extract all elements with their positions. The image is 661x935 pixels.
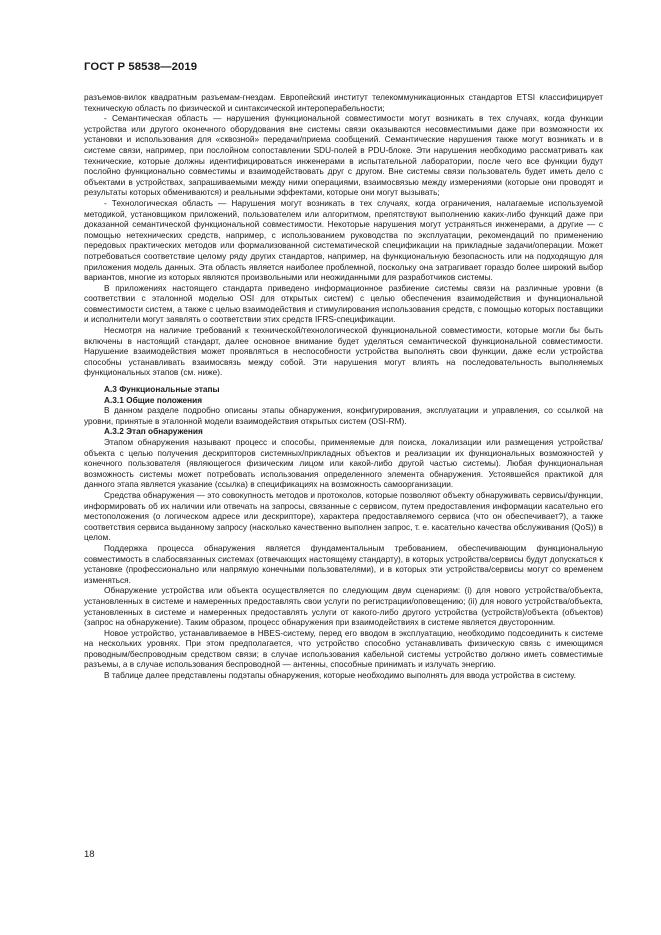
page-number: 18	[84, 849, 95, 860]
body-paragraph: Средства обнаружения — это совокупность методов и протоколов, которые позволяют объекту обнаруживать сервисы/функции, информировать об их наличии или отвечать на запросы, связанные с сервисом, путем предоставления информации касательно его местоположения (о логическом адресе или дескрипторе), характера предоставляемого сервиса (что он обеспечивает?), а также соответствия сервиса выданному запросу (насколько качественно выполнен запрос, т. е. касательно качества обслуживания (QoS)) в целом.	[84, 489, 603, 543]
body-paragraph: В данном разделе подробно описаны этапы обнаружения, конфигурирования, эксплуатации и управления, со ссылкой на уровни, принятые в эталонной модели взаимодействия открытых систем (OSI-RM).	[84, 405, 603, 426]
subsection-heading-a3-1: А.3.1 Общие положения	[104, 394, 203, 405]
body-paragraph: Обнаружение устройства или объекта осуществляется по следующим двум сценариям: (i) для нового устройства/объекта, установленных в системе и намеренных предоставлять свои услуги по регистрации/оповещению; (ii) для нового устройства/объекта, установленных в системе и намеренных предоставлять услуги от какого-либо другого устройства (устройств)/объекта (объектов) (запрос на обнаружение). Таким образом, процесс обнаружения при взаимодействиях в системе является двусторонним.	[84, 585, 603, 628]
body-paragraph: Новое устройство, устанавливаемое в HBES-систему, перед его вводом в эксплуатацию, необходимо подсоединить к системе на нескольких уровнях. При этом предполагается, что устройство способно устанавливать физическую связь с имеющимся проводным/беспроводным средством связи; в случае использования кабельной системы устройство должно иметь совместимые разъемы, а в случае использования беспроводной — антенны, способные принимать и излучать энергию.	[84, 627, 603, 670]
list-item-technological-area: - Технологическая область — Нарушения могут возникать в тех случаях, когда ограничения, налагаемые используемой методикой, установщиком приложений, пользователем или алгоритмом, препятствуют выполнению каких-либо функций даже при доказанной семантической функциональной совместимости. Некоторые нарушения могут устраняться инженерами, а другие — с помощью нетехнических средств, например, с использованием руководства по эксплуатации, рекомендаций по применению передовых практических методов или формализованной систематической спецификации на прикладные задачи/операции. Может потребоваться соответствие целому ряду других стандартов, например, на функциональную безопасность или на подходящую для приложения модель данных. Эта область является наиболее проблемной, поскольку она затрагивает гораздо более широкий выбор вариантов, многие из которых являются произвольными или неожиданными для разработчиков системы.	[84, 197, 603, 283]
document-body	[84, 92, 603, 681]
section-heading-a3: А.3 Функциональные этапы	[104, 384, 220, 395]
list-item-semantic-area: - Семантическая область — нарушения функциональной совместимости могут возникать в тех случаях, когда функции устройства или другого оконечного оборудования вне системы связи оказываются несовместимыми даже при возможности их установки и использования для «сквозной» передачи/приема сообщений. Семантические нарушения также могут возникать и в системе связи, например, при послойном сопоставлении SDU-полей в PDU-блоке. Эти нарушения необходимо рассматривать как технические, которые должны идентифицироваться инженерами в испытательной лаборатории, после чего все функции будут послойно функционально совместимы и взаимодействовать друг с другом. Вне системы связи пользователь будет иметь дело с объектами в устройствах, запрашиваемыми между ними операциями, взаимосвязью между измерениями (которые они проводят и результаты которых обмениваются) и реальными эффектами, которые они могут вызывать;	[84, 113, 603, 198]
body-paragraph: В таблице далее представлены подэтапы обнаружения, которые необходимо выполнять для ввода устройства в систему.	[104, 670, 576, 681]
body-paragraph: В приложениях настоящего стандарта приведено информационное разбиение системы связи на различные уровни (в соответствии с эталонной моделью OSI для открытых систем) с целью обеспечения взаимодействия и функциональной совместимости систем, а также с целью взаимодействия и стимулирования использования средств, с помощью которых поставщики и исполнители могут заявлять о соответствии этих средств IFRS-спецификации.	[84, 282, 603, 325]
body-paragraph: Этапом обнаружения называют процесс и способы, применяемые для поиска, локализации или размещения устройства/объекта с целью получения дескрипторов системных/прикладных объектов и реализации их функциональных возможностей у конечного пользователя (являющегося физическим лицом или какой-либо другой частью системы). Любая функциональная возможность системы может потребовать использования определенного элемента обнаружения. Устоявшейся практикой для данного этапа является указание (ссылка) в спецификациях на возможность самоорганизации.	[84, 437, 603, 490]
body-paragraph-continuation: разъемов-вилок квадратным разъемам-гнездам. Европейский институт телекоммуникационных стандартов ETSI классифицирует техническую область по физической и синтаксической интероперабельности;	[84, 92, 603, 113]
body-paragraph: Несмотря на наличие требований к технической/технологической функциональной совместимости, которые могли бы быть включены в настоящий стандарт, далее основное внимание будет уделяться семантической функциональной совместимости. Нарушение взаимодействия может проявляться в неспособности устройства выполнять свои функции, даже если устройства способны устанавливать взаимосвязь между собой. Эти нарушения могут влиять на последовательность выполняемых функциональных этапов (см. ниже).	[84, 325, 603, 378]
body-paragraph: Поддержка процесса обнаружения является фундаментальным требованием, обеспечивающим функциональную совместимость в слабосвязанных системах (отвечающих настоящему стандарту), в которых устройства/сервисы будут допускаться к установке (профессионально или напрямую конечными пользователями), и в которых эти устройства/сервисы могут со временем изменяться.	[84, 542, 603, 585]
document-header: ГОСТ Р 58538—2019	[84, 61, 198, 73]
subsection-heading-a3-2: А.3.2 Этап обнаружения	[104, 426, 203, 437]
